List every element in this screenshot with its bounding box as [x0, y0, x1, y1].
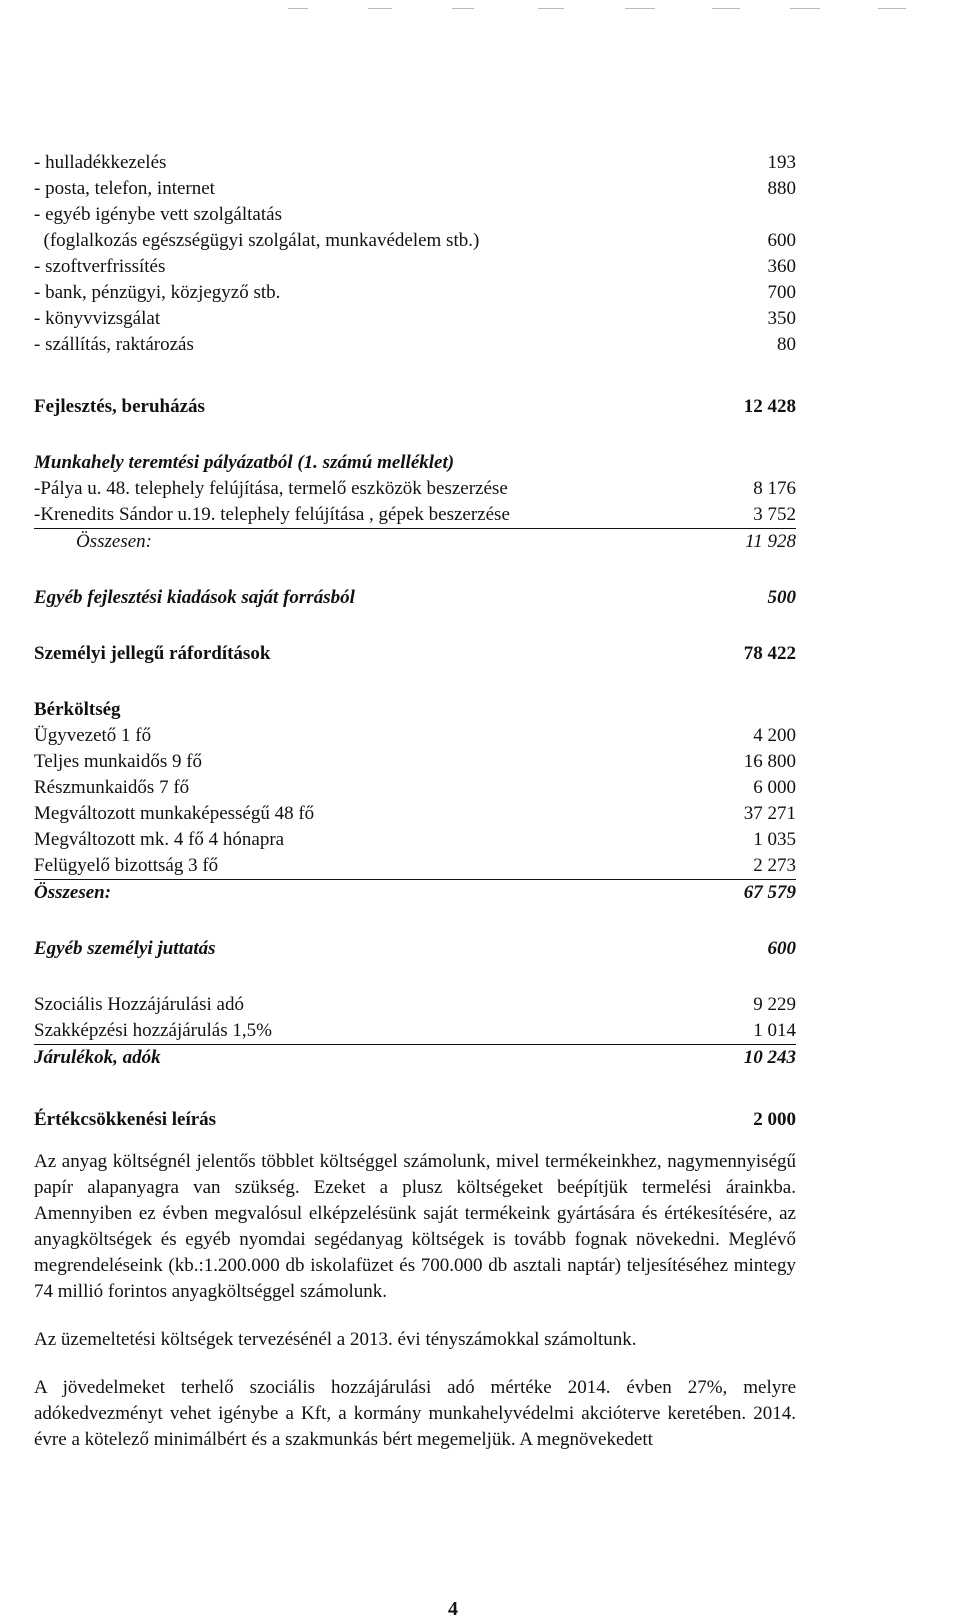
list-item: [34, 254, 796, 280]
list-item: [34, 332, 796, 358]
subtotal-row: [34, 1045, 796, 1071]
personnel-costs-row: [34, 641, 796, 667]
scan-artifact-line: [368, 8, 392, 9]
row-value: 1 014: [753, 1020, 796, 1041]
list-item: [34, 228, 796, 254]
list-item: [34, 176, 796, 202]
row-value: 1 035: [753, 829, 796, 850]
section-heading: Egyéb fejlesztési kiadások saját forrásból: [34, 587, 355, 608]
section-heading: Bérköltség: [34, 699, 121, 720]
list-item: [34, 280, 796, 306]
row-label: Teljes munkaidős 9 fő: [34, 751, 203, 772]
scan-artifact-line: [452, 8, 474, 9]
table-row: [34, 992, 796, 1018]
section-heading: Fejlesztés, beruházás: [34, 396, 205, 417]
item-value: 700: [767, 282, 796, 303]
other-personnel-row: [34, 936, 796, 962]
scan-artifact-line: [538, 8, 564, 9]
row-label: Felügyelő bizottság 3 fő: [34, 855, 219, 876]
subtotal-row: [34, 880, 796, 906]
subtotal-value: 67 579: [743, 882, 796, 903]
row-value: 6 000: [753, 777, 796, 798]
row-value: 2 273: [753, 855, 796, 876]
table-row: [34, 723, 796, 749]
list-item: [34, 202, 796, 228]
row-label: -Krenedits Sándor u.19. telephely felújítása , gépek beszerzése: [34, 504, 510, 525]
item-value: 880: [767, 178, 796, 199]
section-value: 12 428: [743, 396, 796, 417]
row-label: Ügyvezető 1 fő: [34, 725, 152, 746]
scan-artifact-line: [288, 8, 308, 9]
table-row: [34, 476, 796, 502]
item-label: (foglalkozás egészségügyi szolgálat, munkavédelem stb.): [34, 230, 480, 251]
row-label: Szociális Hozzájárulási adó: [34, 994, 244, 1015]
subtotal-label: Összesen:: [34, 882, 112, 903]
section-heading: Egyéb személyi juttatás: [34, 938, 216, 959]
item-value: 600: [767, 230, 796, 251]
section-value: 500: [767, 587, 796, 608]
table-row: [34, 1018, 796, 1045]
section-value: 78 422: [743, 643, 796, 664]
list-item: [34, 306, 796, 332]
subtotal-row: [34, 529, 796, 555]
list-item: [34, 150, 796, 176]
item-value: 80: [777, 334, 796, 355]
table-row: [34, 502, 796, 529]
section-heading: Személyi jellegű ráfordítások: [34, 643, 271, 664]
item-value: 360: [767, 256, 796, 277]
item-label: - könyvvizsgálat: [34, 308, 161, 329]
row-value: 4 200: [753, 725, 796, 746]
row-label: Megváltozott munkaképességű 48 fő: [34, 803, 315, 824]
subtotal-label: Összesen:: [76, 531, 152, 552]
body-paragraph: Az üzemeltetési költségek tervezésénél a 2013. évi tényszámokkal számoltunk.: [34, 1329, 637, 1350]
row-label: -Pálya u. 48. telephely felújítása, termelő eszközök beszerzése: [34, 478, 508, 499]
depreciation-row: [34, 1107, 796, 1133]
body-paragraph: Az anyag költségnél jelentős többlet költséggel számolunk, mivel termékeinkhez, nagymennyiségű papír alapanyagra van szükség. Ezeket a plusz költségeket beépítjük termelési árainkba. Amennyiben ez évben megvalósul elképzelésünk saját termékeink gyártására és értékesítésére, az anyagköltségek és egyéb nyomdai segédanyag költségek is tovább fognak növekedni. Meglévő megrendeléseink (kb.:1.200.000 db iskolafüzet és 700.000 db asztali naptár) teljesítéséhez mintegy 74 millió forintos anyagköltséggel számolunk.: [34, 1151, 796, 1302]
wage-costs-section: [34, 697, 796, 906]
subtotal-label: Járulékok, adók: [34, 1047, 161, 1068]
row-value: 8 176: [753, 478, 796, 499]
subtotal-value: 11 928: [745, 531, 796, 552]
table-row: [34, 775, 796, 801]
table-row: [34, 853, 796, 880]
item-label: - szállítás, raktározás: [34, 334, 194, 355]
contributions-section: [34, 992, 796, 1071]
item-value: 193: [767, 152, 796, 173]
subtotal-value: 10 243: [743, 1047, 796, 1068]
row-value: 37 271: [743, 803, 796, 824]
investment-total-row: [34, 394, 796, 420]
row-label: Részmunkaidős 7 fő: [34, 777, 190, 798]
document-page: [34, 150, 796, 1453]
section-heading: Munkahely teremtési pályázatból (1. számú melléklet): [34, 452, 455, 473]
row-value: 16 800: [743, 751, 796, 772]
section-value: 600: [767, 938, 796, 959]
table-row: [34, 801, 796, 827]
table-row: [34, 749, 796, 775]
row-value: 9 229: [753, 994, 796, 1015]
section-value: 2 000: [753, 1109, 796, 1130]
row-label: Szakképzési hozzájárulás 1,5%: [34, 1020, 272, 1041]
other-development-row: [34, 585, 796, 611]
scan-artifact-line: [878, 8, 906, 9]
page-number: 4: [448, 1598, 458, 1620]
item-label: - hulladékkezelés: [34, 152, 167, 173]
table-row: [34, 827, 796, 853]
scan-artifact-line: [712, 8, 740, 9]
scan-artifact-line: [625, 8, 655, 9]
body-paragraph: A jövedelmeket terhelő szociális hozzájárulási adó mértéke 2014. évben 27%, melyre adókedvezményt vehet igénybe a Kft, a kormány munkahelyvédelmi akcióterve keretében. 2014. évre a kötelező minimálbért és a szakmunkás bért megemeljük. A megnövekedett: [34, 1377, 796, 1450]
row-value: 3 752: [753, 504, 796, 525]
row-label: Megváltozott mk. 4 fő 4 hónapra: [34, 829, 285, 850]
section-heading: Értékcsökkenési leírás: [34, 1109, 217, 1130]
scan-artifact-line: [790, 8, 820, 9]
item-value: 350: [767, 308, 796, 329]
item-label: - bank, pénzügyi, közjegyző stb.: [34, 282, 281, 303]
job-creation-section: [34, 450, 796, 555]
item-label: - egyéb igénybe vett szolgáltatás: [34, 204, 282, 225]
item-label: - szoftverfrissítés: [34, 256, 166, 277]
service-cost-list: [34, 150, 796, 358]
item-label: - posta, telefon, internet: [34, 178, 215, 199]
